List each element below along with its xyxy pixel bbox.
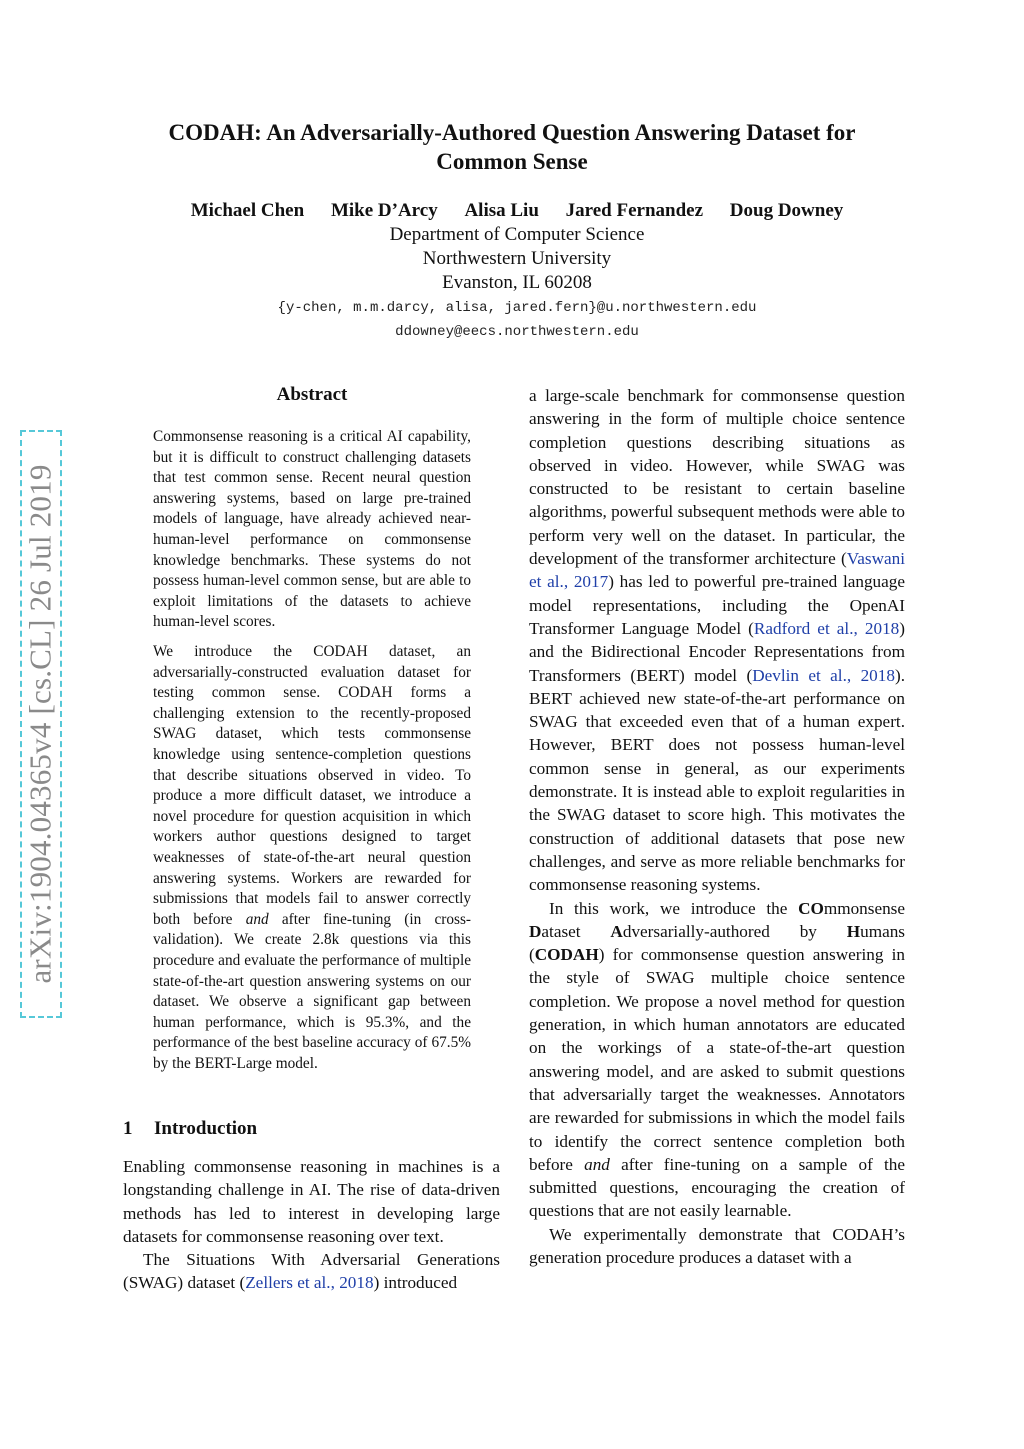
body-text: mmonsense <box>823 898 905 918</box>
body-text: after fine-tuning on a sample of the submitted questions, encouraging the creation of questions that are not easily learnable. <box>529 1154 905 1221</box>
author-email-downey: ddowney@eecs.northwestern.edu <box>395 324 639 340</box>
abstract-paragraph-2 <box>153 642 471 1074</box>
body-text: dversarially-authored by <box>622 921 847 941</box>
body-text: The Situations With Adversarial Generations (SWAG) dataset ( <box>123 1250 500 1293</box>
paper-title-line1: CODAH: An Adversarially-Authored Question Answering Dataset for <box>168 120 856 145</box>
body-text: In this work, we introduce the <box>549 898 799 918</box>
affiliation <box>100 223 934 295</box>
body-text: ). BERT achieved new state-of-the-art performance on SWAG that exceeded even that of a human expert. However, BERT does not possess human-level common sense in general, as our experiments demonstrate. It is instead able to exploit regularities in the SWAG dataset to score high. This motivates the construction of additional datasets that pose new challenges, and serve as more reliable benchmarks for commonsense reasoning systems. <box>529 665 905 895</box>
section-number: 1 <box>123 1118 133 1139</box>
affiliation-department: Department of Computer Science <box>389 224 645 245</box>
dataset-name: CODAH <box>534 945 599 965</box>
arxiv-identifier-text: arXiv:1904.04365v4 [cs.CL] 26 Jul 2019 <box>23 464 58 984</box>
acronym-letter: H <box>846 921 861 941</box>
abstract-text: after fine-tuning (in cross-validation). We create 2.8k questions via this procedure and evaluate the performance of multiple state-of-the-art question answering systems on our dataset. We observe a significant gap between human performance, which is 95.3%, and the performance of the best baseline accuracy of 67.5% by the BERT-Large model. <box>153 910 471 1072</box>
citation-link[interactable]: Radford et al., 2018 <box>753 618 900 638</box>
right-paragraph-2 <box>529 897 905 1223</box>
citation-link[interactable]: Devlin et al., 2018 <box>752 665 895 685</box>
introduction-body <box>123 1155 500 1295</box>
body-text: ) and the Bidirectional Encoder Representations from Transformers (BERT) model ( <box>529 618 905 685</box>
right-paragraph-1 <box>529 384 905 897</box>
right-column-body <box>529 384 905 1269</box>
author-list <box>100 199 934 223</box>
paper-title-line2: Common Sense <box>436 149 588 174</box>
right-paragraph-3: We experimentally demonstrate that CODAH’s generation procedure produces a dataset with a <box>529 1224 905 1267</box>
section-title: Introduction <box>154 1118 258 1139</box>
abstract-text: We introduce the CODAH dataset, an adversarially-constructed evaluation dataset for testing common sense. CODAH forms a challenging extension to the recently-proposed SWAG dataset, which tests commonsense knowledge using sentence-completion questions that describe situations observed in video. To produce a more difficult dataset, we introduce a novel procedure for question acquisition in which workers author questions designed to target weaknesses of state-of-the-art neural question answering systems. Workers are rewarded for submissions that models fail to answer correctly both before <box>153 643 471 928</box>
acronym-letter: D <box>529 921 542 941</box>
abstract-paragraph-1: Commonsense reasoning is a critical AI capability, but it is difficult to construct challenging datasets that test common sense. Recent neural question answering systems, based on large pre-trained models of language, have already achieved near-human-level performance on commonsense knowledge benchmarks. These systems do not possess human-level common sense, but are able to exploit limitations of the datasets to achieve human-level scores. <box>153 428 471 631</box>
body-text: ) has led to powerful pre-trained language model representations, including the OpenAI Transformer Language Model ( <box>529 572 905 638</box>
author-name: Jared Fernandez <box>565 200 704 221</box>
author-emails: {y-chen, m.m.darcy, alisa, jared.fern}@u.northwestern.edu <box>277 300 757 316</box>
body-text: ) introduced <box>373 1273 458 1293</box>
acronym-letter: CO <box>798 898 824 918</box>
intro-paragraph-2 <box>123 1248 500 1295</box>
citation-link[interactable]: Zellers et al., 2018 <box>245 1273 374 1293</box>
section-heading-introduction <box>123 1117 257 1141</box>
body-emphasis: and <box>584 1154 610 1174</box>
author-name: Michael Chen <box>190 200 305 221</box>
abstract-heading: Abstract <box>276 384 348 405</box>
body-text: a large-scale benchmark for commonsense question answering in the form of multiple choice sentence completion questions describing situations as observed in video. However, while SWAG was constructed to be resistant to certain baseline algorithms, powerful subsequent methods were able to perform very well on the dataset. In particular, the development of the transformer architecture ( <box>529 386 905 569</box>
citation-link[interactable]: Vaswani et al., 2017 <box>529 549 905 592</box>
affiliation-university: Northwestern University <box>422 248 612 269</box>
intro-paragraph-1: Enabling commonsense reasoning in machines is a longstanding challenge in AI. The rise of data-driven methods has led to interest in developing large datasets for commonsense reasoning over text. <box>123 1157 500 1246</box>
body-text: ) for commonsense question answering in the style of SWAG multiple choice sentence completion. We propose a novel method for question generation, in which human annotators are educated on the workings of a state-of-the-art question answering model, and are asked to submit questions that adversarially target the weaknesses. Annotators are rewarded for submissions in which the model fails to identify the correct sentence completion both before <box>529 945 905 1174</box>
body-text: ataset <box>541 921 611 941</box>
author-name: Doug Downey <box>729 200 844 221</box>
abstract-emphasis: and <box>245 910 269 928</box>
author-name: Mike D’Arcy <box>330 200 438 221</box>
arxiv-identifier-stamp <box>20 430 62 1018</box>
author-name: Alisa Liu <box>464 200 539 221</box>
paper-title <box>100 118 924 176</box>
affiliation-location: Evanston, IL 60208 <box>442 272 592 293</box>
acronym-letter: A <box>610 921 623 941</box>
body-text: umans ( <box>529 921 905 965</box>
